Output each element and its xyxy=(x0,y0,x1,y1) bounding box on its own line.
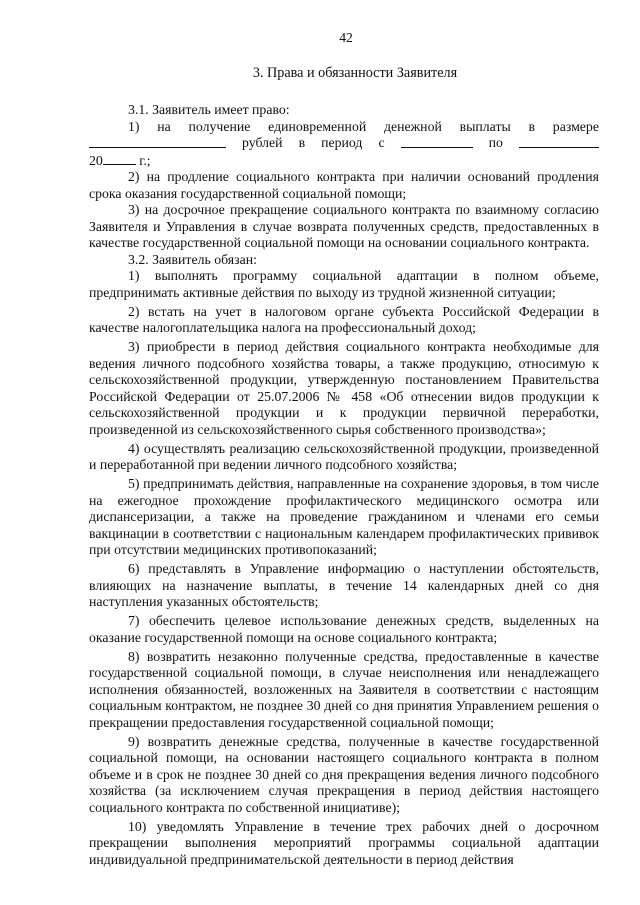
duties-item-9: 9) возвратить денежные средства, полученные в качестве государственной социальной помощи, на основании настоящего социального контракта в полном объеме и в срок не позднее 30 дней со дня прекращения ведения личного подсобного хозяйства (за исключением случая прекращения в период действия настоящего социального контракта по собственной инициативе); xyxy=(89,733,599,815)
year-blank xyxy=(103,152,136,165)
duties-item-4: 4) осуществлять реализацию сельскохозяйственной продукции, произведенной и переработанной при ведении личного подсобного хозяйства; xyxy=(89,440,599,472)
rights-heading: 3.1. Заявитель имеет право: xyxy=(128,102,290,117)
rights-item-1-line-2: рублей в период с по xyxy=(89,135,599,152)
document-body xyxy=(89,102,599,868)
rights-item-1 xyxy=(89,119,599,170)
amount-blank xyxy=(89,135,226,148)
duties-item-6: 6) представлять в Управление информацию о наступлении обстоятельств, влияющих на назначение выплаты, в течение 14 календарных дней со дня наступления указанных обстоятельств; xyxy=(89,561,599,609)
duties-item-5: 5) предпринимать действия, направленные на сохранение здоровья, в том числе на ежегодное прохождение профилактического медицинского осмотра или диспансеризации, а также на проведение гражданином и членами его семьи вакцинации в соответствии с национальным календарем профилактических прививок при отсутствии медицинских противопоказаний; xyxy=(89,476,599,557)
duties-item-1: 1) выполнять программу социальной адаптации в полном объеме, предпринимать активные действия по выходу из трудной жизненной ситуации; xyxy=(89,268,599,300)
period-end-blank xyxy=(519,135,599,148)
duties-item-7: 7) обеспечить целевое использование денежных средств, выделенных на оказание государственной помощи на основе социального контракта; xyxy=(89,613,599,645)
rights-item-3: 3) на досрочное прекращение социального контракта по взаимному согласию Заявителя и Управления в случае возврата полученных средств, предоставленных в качестве государственной социальной помощи на основании социального контракта. xyxy=(89,202,599,250)
duties-item-2: 2) встать на учет в налоговом органе субъекта Российской Федерации в качестве налогоплательщика налога на профессиональный доход; xyxy=(89,303,599,335)
rights-item-1-line-1: 1) на получение единовременной денежной выплаты в размере xyxy=(128,118,599,134)
rights-item-1-line-3: 20 г.; xyxy=(89,152,151,168)
duties-item-3: 3) приобрести в период действия социального контракта необходимые для ведения личного подсобного хозяйства товары, а также продукцию, относимую к сельскохозяйственной продукции, утвержденную постановлением Правительства Российской Федерации от 25.07.2006 № 458 «Об отнесении видов продукции к сельскохозяйственной продукции и к продукции первичной переработки, произведенной из сельскохозяйственного сырья собственного производства»; xyxy=(89,339,599,437)
duties-heading: 3.2. Заявитель обязан: xyxy=(128,251,257,267)
duties-item-10: 10) уведомлять Управление в течение трех рабочих дней о досрочном прекращении выполнения мероприятий программы социальной адаптации индивидуальной предпринимательской деятельности в период действия xyxy=(89,818,599,867)
page-number: 42 xyxy=(339,30,353,45)
rights-item-2: 2) на продление социального контракта при наличии оснований продления срока оказания государственной социальной помощи; xyxy=(89,169,599,201)
duties-item-8: 8) возвратить незаконно полученные средства, предоставленные в качестве государственной социальной помощи, в случае неисполнения или ненадлежащего исполнения обязанностей, возложенных на Заявителя в соответствии с настоящим социальным контрактом, не позднее 30 дней со дня принятия Управлением решения о прекращении предоставления государственной социальной помощи; xyxy=(89,648,599,730)
period-start-blank xyxy=(401,135,473,148)
section-title: 3. Права и обязанности Заявителя xyxy=(252,65,458,81)
